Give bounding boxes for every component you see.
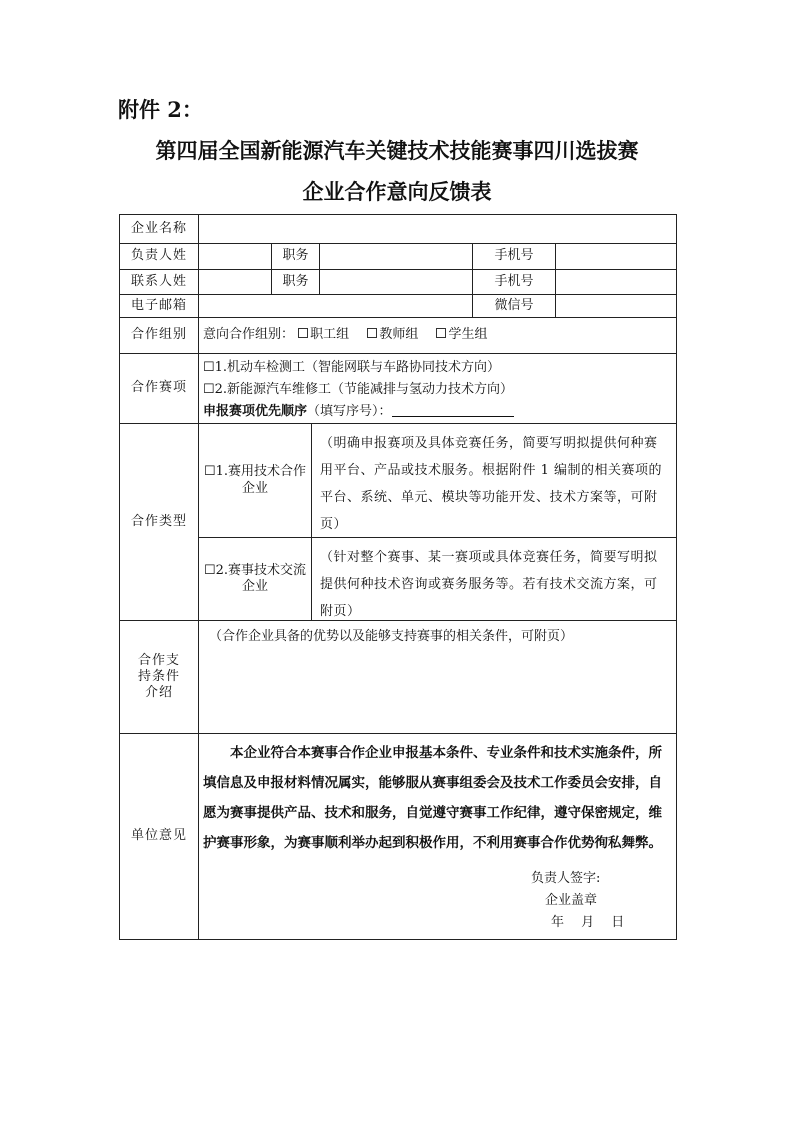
group-option-student[interactable]	[436, 327, 487, 342]
email-label: 电子邮箱	[120, 295, 199, 318]
type-option-2-label[interactable]: ☐2.赛事技术交流企业	[199, 538, 312, 620]
checkbox-icon[interactable]	[436, 328, 446, 338]
contact-phone-field[interactable]	[556, 270, 677, 295]
leader-name-label: 负责人姓	[120, 244, 199, 270]
group-option-label: 学生组	[448, 327, 488, 343]
attachment-label: 附件 2：	[118, 97, 203, 122]
date-label: 年 月 日	[551, 915, 625, 930]
group-label: 合作组别	[120, 318, 199, 354]
event-item-1[interactable]: ☐1.机动车检测工（智能网联与车路协同技术方向）	[203, 359, 501, 375]
row-email	[120, 295, 677, 318]
type-option-1-label[interactable]: ☐1.赛用技术合作企业	[199, 424, 312, 537]
declaration-text: 本企业符合本赛事合作企业申报基本条件、专业条件和技术实施条件，所填信息及申报材料情况属实，能够服从赛事组委会及技术工作委员会安排，自愿为赛事提供产品、技术和服务，自觉遵守赛事工作纪律，遵守保密规定，维护赛事形象，为赛事顺利举办起到积极作用，不利用赛事合作优势徇私舞弊。	[203, 745, 662, 851]
type-option-2-desc: （针对整个赛事、某一赛项或具体竞赛任务，简要写明拟提供何种技术咨询或赛务服务等。若有技术交流方案，可附页）	[320, 550, 658, 619]
contact-name-field[interactable]	[199, 270, 272, 295]
row-support	[120, 621, 677, 734]
type-label: 合作类型	[120, 424, 199, 621]
type-cell	[199, 424, 677, 621]
row-event	[120, 354, 677, 424]
support-note: （合作企业具备的优势以及能够支持赛事的相关条件，可附页）	[209, 629, 574, 644]
event-priority-label: 申报赛项优先顺序	[203, 403, 308, 419]
support-cell[interactable]	[199, 621, 677, 734]
event-priority-note: （填写序号）：	[307, 403, 392, 419]
type-option-2	[199, 538, 676, 620]
event-label: 合作赛项	[120, 354, 199, 424]
row-type	[120, 424, 677, 621]
type-option-1-desc: （明确申报赛项及具体竞赛任务，简要写明拟提供何种赛用平台、产品或技术服务。根据附件 1 编制的相关赛项的平台、系统、单元、模块等功能开发、技术方案等，可附页）	[320, 436, 663, 532]
event-item-2[interactable]: ☐2.新能源汽车维修工（节能减排与氢动力技术方向）	[203, 381, 514, 397]
seal-label: 企业盖章	[545, 893, 598, 908]
form-title: 第四届全国新能源汽车关键技术技能赛事四川选拔赛	[155, 138, 639, 163]
leader-phone-label: 手机号	[473, 244, 556, 270]
event-priority-blank[interactable]	[392, 404, 514, 417]
opinion-cell	[199, 734, 677, 940]
group-option-worker[interactable]	[298, 327, 349, 342]
checkbox-icon[interactable]	[298, 328, 308, 338]
type-option-1	[199, 424, 676, 538]
leader-name-field[interactable]	[199, 244, 272, 270]
row-group	[120, 318, 677, 354]
row-contact	[120, 270, 677, 295]
email-field[interactable]	[199, 295, 473, 318]
wechat-label: 微信号	[473, 295, 556, 318]
leader-position-field[interactable]	[320, 244, 473, 270]
feedback-form-table	[119, 214, 677, 940]
leader-phone-field[interactable]	[556, 244, 677, 270]
leader-position-label: 职务	[272, 244, 320, 270]
group-prefix: 意向合作组别：	[203, 327, 295, 343]
checkbox-icon[interactable]	[367, 328, 377, 338]
group-option-label: 教师组	[379, 327, 419, 343]
company-name-label: 企业名称	[120, 215, 199, 244]
contact-phone-label: 手机号	[473, 270, 556, 295]
row-company-name	[120, 215, 677, 244]
contact-position-field[interactable]	[320, 270, 473, 295]
row-opinion	[120, 734, 677, 940]
wechat-field[interactable]	[556, 295, 677, 318]
support-label: 合作支持条件介绍	[120, 621, 199, 734]
group-option-label: 职工组	[310, 327, 350, 343]
event-priority-line	[203, 401, 672, 423]
signature-label: 负责人签字:	[531, 871, 601, 886]
group-cell	[199, 318, 677, 354]
opinion-label: 单位意见	[120, 734, 199, 940]
signature-block	[199, 868, 676, 934]
row-leader	[120, 244, 677, 270]
contact-name-label: 联系人姓	[120, 270, 199, 295]
group-option-teacher[interactable]	[367, 327, 418, 342]
form-subtitle: 企业合作意向反馈表	[302, 179, 492, 204]
contact-position-label: 职务	[272, 270, 320, 295]
company-name-field[interactable]	[199, 215, 677, 244]
event-cell	[199, 354, 677, 424]
